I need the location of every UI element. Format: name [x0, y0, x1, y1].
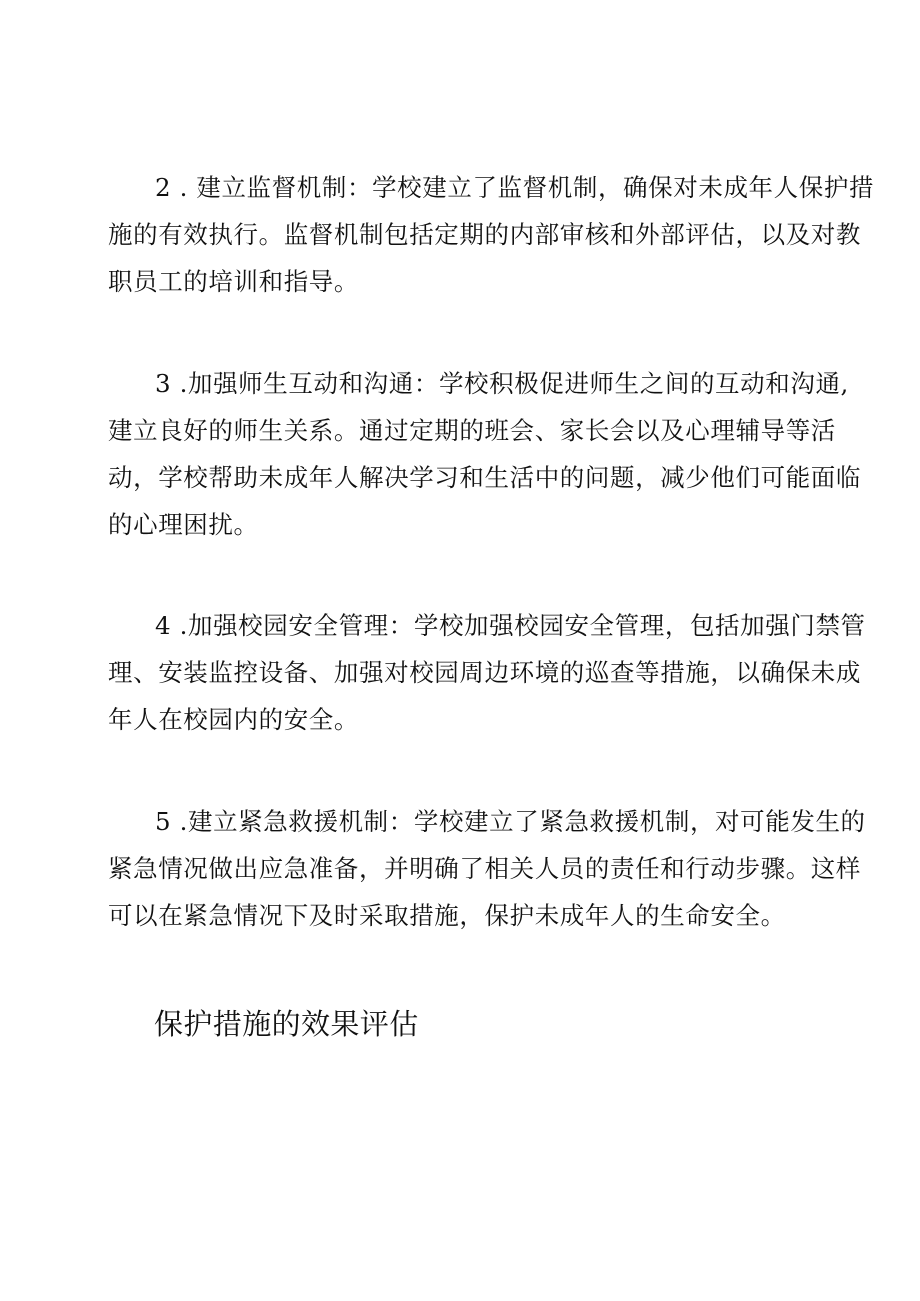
section-heading: 保护措施的效果评估: [154, 1007, 419, 1041]
paragraph-line: 4 .加强校园安全管理：学校加强校园安全管理，包括加强门禁管: [155, 611, 866, 640]
paragraph-line: 职员工的培训和指导。: [108, 267, 359, 296]
paragraph-line: 的心理困扰。: [108, 510, 259, 539]
paragraph-item-2: [108, 164, 875, 305]
paragraph-line: 理、安装监控设备、加强对校园周边环境的巡查等措施，以确保未成: [108, 658, 861, 687]
paragraph-line: 可以在紧急情况下及时采取措施，保护未成年人的生命安全。: [108, 901, 786, 930]
paragraph-line: 施的有效执行。监督机制包括定期的内部审核和外部评估，以及对教: [108, 220, 861, 249]
paragraph-line: 3 .加强师生互动和沟通：学校积极促进师生之间的互动和沟通,: [155, 369, 849, 398]
paragraph-line: 建立良好的师生关系。通过定期的班会、家长会以及心理辅导等活: [108, 416, 836, 445]
paragraph-line: 2 . 建立监督机制：学校建立了监督机制，确保对未成年人保护措: [155, 173, 875, 202]
paragraph-line: 5 .建立紧急救援机制：学校建立了紧急救援机制，对可能发生的: [155, 807, 866, 836]
paragraph-line: 紧急情况做出应急准备，并明确了相关人员的责任和行动步骤。这样: [108, 854, 861, 883]
paragraph-item-5: [108, 798, 866, 939]
paragraph-line: 动，学校帮助未成年人解决学习和生活中的问题，减少他们可能面临: [108, 463, 861, 492]
paragraph-line: 年人在校园内的安全。: [108, 705, 359, 734]
paragraph-item-4: [108, 602, 866, 743]
paragraph-item-3: [108, 360, 861, 548]
